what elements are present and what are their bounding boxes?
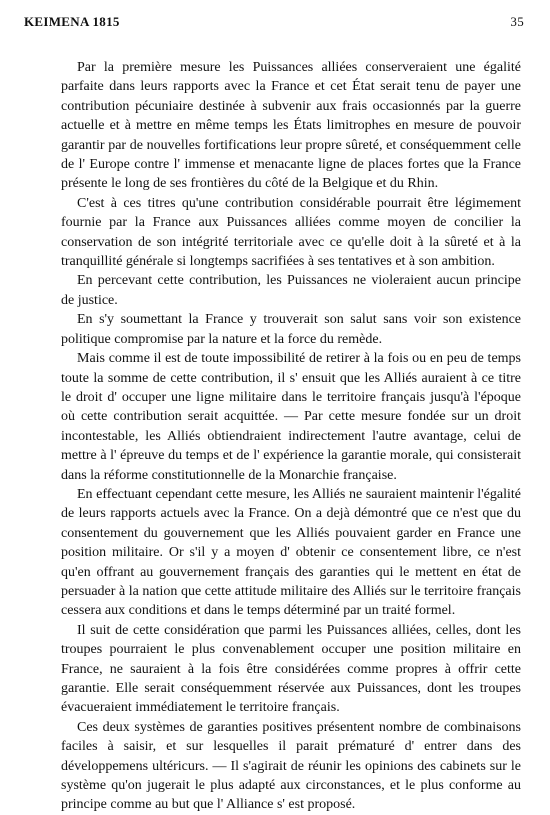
running-header [24,14,524,34]
paragraph-7: Il suit de cette considération que parmi les Puissances alliées, celles, dont les troupes pourraient le plus convenablement occuper une position militaire en France, ne sauraient à la fois être considérées comme propres à offrir cette garantie. Elle serait conséquemment réservée aux Puissances, dont les troupes évacueraient immédiatement le territoire français. [61,622,521,716]
paragraph-2: C'est à ces titres qu'une contribution considérable pourrait être légimement fournie par la France aux Puissances alliées comme moyen de concilier la conservation de son intégrité territoriale avec ce qu'elle doit à la sûreté et à la tranquillité générale si longtemps sacrifiées à ses tentatives et à son ambition. [61,195,521,270]
paragraph-1: Par la première mesure les Puissances alliées conserveraient une égalité parfaite dans leurs rapports avec la France et cet État serait tenu de payer une contribution pécuniaire destinée à subvenir aux frais occasionnés par la guerre actuelle et à mettre en même temps les États limitrophes en mesure de pouvoir garantir par de nouvelles fortifications leur propre sûreté, et conséquemment celle de l' Europe contre l' immense et menacante ligne de places fortes que la France présente le long de ses frontières du côté de la Belgique et du Rhin. [61,60,521,192]
paragraph-8: Ces deux systèmes de garanties positives présentent nombre de combinaisons faciles à saisir, et sur lesquelles il parait prématuré d' entrer dans des développemens ultéricurs. — Il s'agirait de réunir les opinions des cabinets sur le système qu'on jugerait le plus adapté aux circonstances, et le plus conforme au principe comme au but que l' Alliance s' est proposé. [61,719,521,813]
page-number: 35 [510,14,524,29]
paragraph-5: Mais comme il est de toute impossibilité de retirer à la fois ou en peu de temps toute la somme de cette contribution, il s' ensuit que les Alliés auraient à ce titre le droit d' occuper une ligne militaire dans le territoire français jusqu'à l'époque où cette contribution serait acquittée. — Par cette mesure fondée sur un droit incontestable, les Alliés obtiendraient indirectement l'autre avantage, celui de mettre à l' épreuve du temps et de l' expérience la garantie morale, qui consisterait dans la réforme constitutionnelle de la Monarchie française. [61,351,521,483]
body-text [61,58,521,815]
running-title: KEIMENA 1815 [24,14,120,29]
paragraph-3: En percevant cette contribution, les Puissances ne violeraient aucun principe de justice. [61,273,521,308]
paragraph-6: En effectuant cependant cette mesure, les Alliés ne sauraient maintenir l'égalité de leurs rapports actuels avec la France. On a dejà démontré que ce n'est que du consentement du gouvernement que les Alliés pouvaient garder en France une position militaire. Or s'il y a moyen d' obtenir ce consentement libre, ce n'est qu'en offrant au gouvernement français des garanties qui le mettent en état de persuader à la nation que cette attitude militaire des Alliés sur le territoire français cessera aux conditions et dans le temps déterminé par un traité formel. [61,486,521,619]
paragraph-4: En s'y soumettant la France y trouverait son salut sans voir son existence politique compromise par la nature et la force du remède. [61,312,521,347]
